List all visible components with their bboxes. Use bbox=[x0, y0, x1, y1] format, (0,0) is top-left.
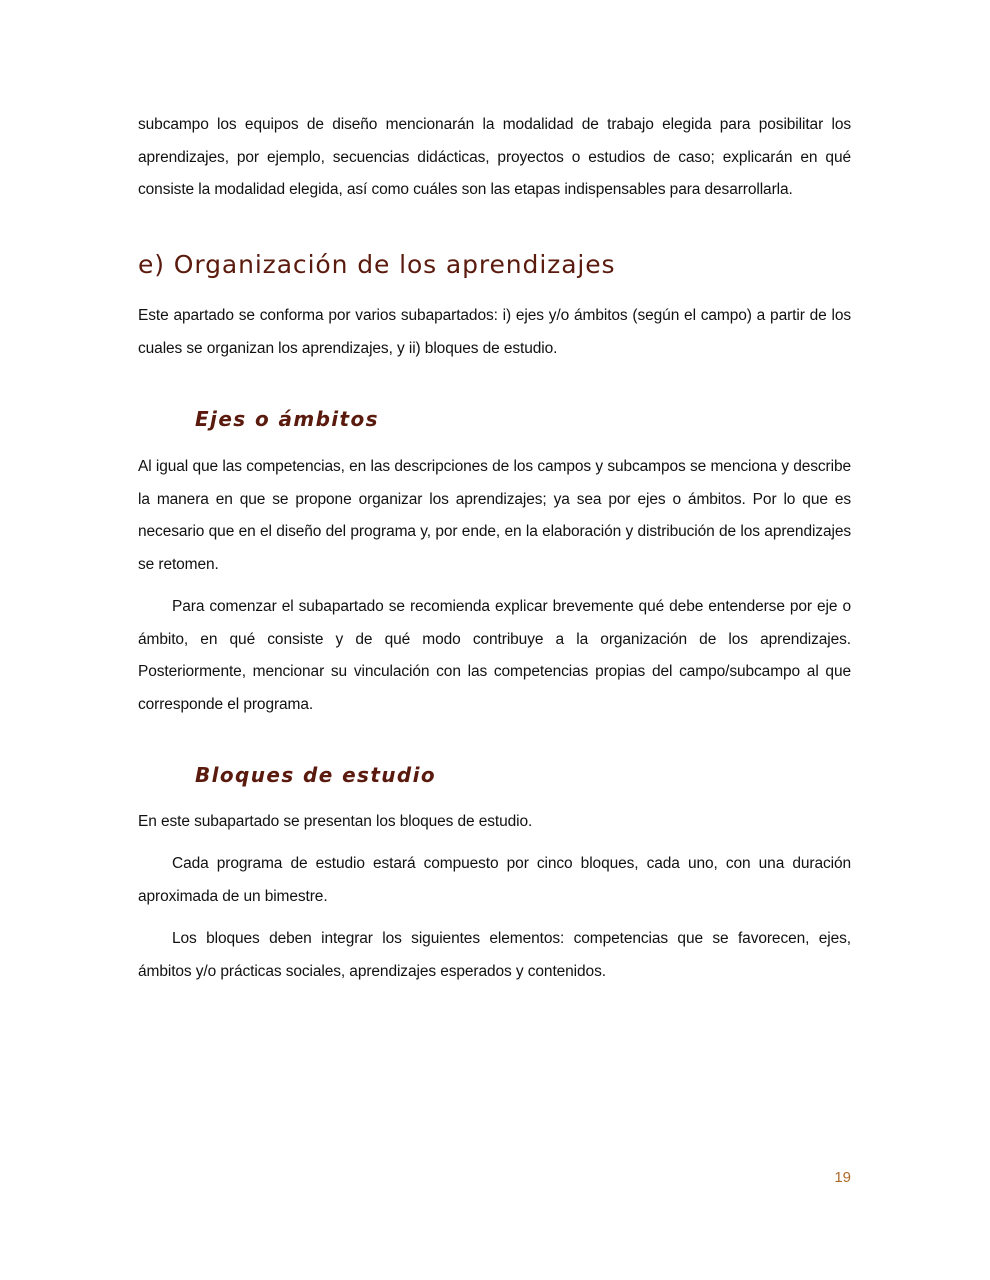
section-heading-container bbox=[138, 250, 851, 280]
paragraph-text: subcampo los equipos de diseño mencionarán la modalidad de trabajo elegida para posibilitar los aprendizajes, por ejemplo, secuencias didácticas, proyectos o estudios de caso; explicarán en qué consiste la modalidad elegida, así como cuáles son las etapas indispensables para desarrollarla. bbox=[138, 116, 851, 198]
paragraph-text: Este apartado se conforma por varios subapartados: i) ejes y/o ámbitos (según el campo) a partir de los cuales se organizan los aprendizajes, y ii) bloques de estudio. bbox=[138, 307, 851, 357]
paragraph-bloques-1 bbox=[138, 806, 851, 839]
paragraph-ejes-2 bbox=[138, 591, 851, 721]
subheading-ejes: Ejes o ámbitos bbox=[195, 407, 379, 431]
paragraph-organizacion-intro bbox=[138, 300, 851, 365]
paragraph-text: Los bloques deben integrar los siguientes elementos: competencias que se favorecen, ejes, ámbitos y/o prácticas sociales, aprendizajes esperados y contenidos. bbox=[138, 930, 851, 980]
paragraph-ejes-1 bbox=[138, 451, 851, 581]
paragraph-bloques-2 bbox=[138, 848, 851, 913]
subheading-container-bloques bbox=[138, 762, 851, 788]
paragraph-text: En este subapartado se presentan los bloques de estudio. bbox=[138, 813, 533, 830]
subheading-container-ejes bbox=[138, 406, 851, 432]
page-number: 19 bbox=[834, 1169, 851, 1186]
paragraph-text: Para comenzar el subapartado se recomienda explicar brevemente qué debe entenderse por eje o ámbito, en qué consiste y de qué modo contribuye a la organización de los aprendizajes. Posteriormente, mencionar su vinculación con las competencias propias del campo/subcampo al que corresponde el programa. bbox=[138, 598, 851, 713]
paragraph-intro-continued bbox=[138, 109, 851, 207]
section-heading-e: e) Organización de los aprendizajes bbox=[138, 250, 616, 279]
paragraph-bloques-3 bbox=[138, 923, 851, 988]
subheading-bloques: Bloques de estudio bbox=[195, 763, 437, 787]
paragraph-text: Cada programa de estudio estará compuesto por cinco bloques, cada uno, con una duración aproximada de un bimestre. bbox=[138, 855, 851, 905]
paragraph-text: Al igual que las competencias, en las descripciones de los campos y subcampos se menciona y describe la manera en que se propone organizar los aprendizajes; ya sea por ejes o ámbitos. Por lo que es necesario que en el diseño del programa y, por ende, en la elaboración y distribución de los aprendizajes se retomen. bbox=[138, 458, 851, 573]
document-page bbox=[138, 0, 851, 1280]
